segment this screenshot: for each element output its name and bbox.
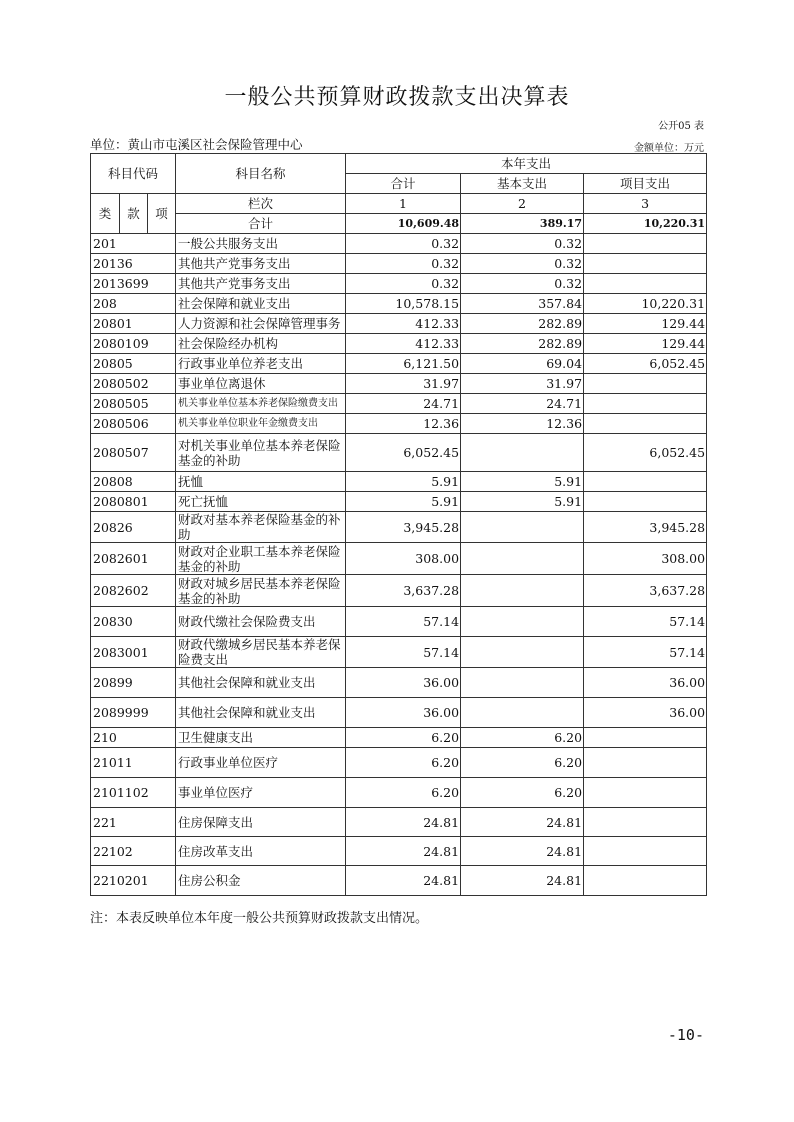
table-row [91,234,707,254]
header-kuan: 款 [120,194,148,234]
row-total: 3,945.28 [346,512,461,543]
sum-label: 合计 [176,214,346,234]
unit-label: 单位：黄山市屯溪区社会保险管理中心 [90,137,303,152]
table-row [91,254,707,274]
row-name: 其他社会保障和就业支出 [176,698,346,728]
row-total: 12.36 [346,414,461,434]
row-code: 2013699 [91,274,176,294]
row-code: 2080502 [91,374,176,394]
row-code: 2080801 [91,492,176,512]
row-code: 2082601 [91,543,176,575]
money-unit-label: 金额单位：万元 [634,143,704,154]
row-project: 3,945.28 [584,512,707,543]
row-basic: 0.32 [461,254,584,274]
expenditure-table [90,153,707,896]
row-basic: 12.36 [461,414,584,434]
row-name: 财政对城乡居民基本养老保险基金的补助 [176,575,346,607]
row-project [584,837,707,866]
row-name: 一般公共服务支出 [176,234,346,254]
header-col1: 1 [346,194,461,214]
row-basic: 6.20 [461,748,584,778]
row-basic [461,698,584,728]
row-basic: 24.81 [461,866,584,896]
row-project: 6,052.45 [584,434,707,472]
row-code: 20805 [91,354,176,374]
row-total: 10,578.15 [346,294,461,314]
row-name: 其他共产党事务支出 [176,254,346,274]
row-project [584,254,707,274]
row-code: 221 [91,808,176,837]
row-basic: 282.89 [461,334,584,354]
table-row [91,837,707,866]
row-total: 0.32 [346,254,461,274]
header-project: 项目支出 [584,174,707,194]
row-project [584,274,707,294]
row-code: 20136 [91,254,176,274]
row-basic [461,637,584,668]
row-basic: 5.91 [461,472,584,492]
row-project: 129.44 [584,334,707,354]
row-basic: 24.71 [461,394,584,414]
table-row [91,543,707,575]
sum-basic: 389.17 [461,214,584,234]
table-row [91,668,707,698]
row-project: 36.00 [584,668,707,698]
table-row [91,575,707,607]
row-name: 行政事业单位医疗 [176,748,346,778]
table-row [91,698,707,728]
table-row [91,294,707,314]
header-code: 科目代码 [91,154,176,194]
row-basic: 6.20 [461,778,584,808]
row-total: 6.20 [346,728,461,748]
row-basic: 0.32 [461,234,584,254]
row-total: 57.14 [346,607,461,637]
row-project [584,808,707,837]
table-row [91,778,707,808]
table-row [91,607,707,637]
row-basic: 24.81 [461,808,584,837]
header-col3: 3 [584,194,707,214]
row-basic [461,543,584,575]
row-basic [461,434,584,472]
row-name: 事业单位离退休 [176,374,346,394]
footnote: 注：本表反映单位本年度一般公共预算财政拨款支出情况。 [90,911,429,926]
row-basic [461,668,584,698]
row-basic: 6.20 [461,728,584,748]
table-row [91,414,707,434]
row-total: 3,637.28 [346,575,461,607]
row-basic: 282.89 [461,314,584,334]
header-lei: 类 [91,194,120,234]
row-name: 财政对基本养老保险基金的补助 [176,512,346,543]
row-project: 308.00 [584,543,707,575]
row-total: 6,052.45 [346,434,461,472]
row-name: 社会保险经办机构 [176,334,346,354]
table-row [91,866,707,896]
row-total: 6.20 [346,778,461,808]
row-name: 事业单位医疗 [176,778,346,808]
sum-total: 10,609.48 [346,214,461,234]
row-project [584,778,707,808]
row-name: 抚恤 [176,472,346,492]
table-row [91,637,707,668]
row-basic: 5.91 [461,492,584,512]
row-total: 6,121.50 [346,354,461,374]
row-project: 3,637.28 [584,575,707,607]
row-code: 20801 [91,314,176,334]
header-current-year: 本年支出 [346,154,707,174]
sum-project: 10,220.31 [584,214,707,234]
row-code: 201 [91,234,176,254]
header-name: 科目名称 [176,154,346,194]
header-col2: 2 [461,194,584,214]
row-name: 死亡抚恤 [176,492,346,512]
page-number: -10- [667,1026,704,1044]
row-total: 24.81 [346,866,461,896]
row-name: 对机关事业单位基本养老保险基金的补助 [176,434,346,472]
table-row [91,334,707,354]
row-code: 21011 [91,748,176,778]
row-code: 208 [91,294,176,314]
row-basic [461,512,584,543]
row-name: 财政代缴城乡居民基本养老保险费支出 [176,637,346,668]
row-basic [461,575,584,607]
row-name: 人力资源和社会保障管理事务 [176,314,346,334]
row-code: 2080505 [91,394,176,414]
row-project [584,472,707,492]
row-code: 20808 [91,472,176,492]
row-project [584,374,707,394]
row-code: 2080109 [91,334,176,354]
row-name: 社会保障和就业支出 [176,294,346,314]
row-name: 住房保障支出 [176,808,346,837]
table-row [91,512,707,543]
table-row [91,434,707,472]
row-code: 2089999 [91,698,176,728]
row-code: 210 [91,728,176,748]
row-total: 0.32 [346,274,461,294]
row-name: 住房公积金 [176,866,346,896]
row-code: 22102 [91,837,176,866]
row-project: 129.44 [584,314,707,334]
row-code: 2210201 [91,866,176,896]
row-total: 24.81 [346,837,461,866]
row-project: 10,220.31 [584,294,707,314]
header-xiang: 项 [148,194,176,234]
header-column-no: 栏次 [176,194,346,214]
row-total: 24.81 [346,808,461,837]
row-basic: 69.04 [461,354,584,374]
row-project [584,748,707,778]
row-basic: 357.84 [461,294,584,314]
page-title: 一般公共预算财政拨款支出决算表 [224,85,570,110]
row-total: 412.33 [346,334,461,354]
row-total: 36.00 [346,668,461,698]
table-row [91,472,707,492]
row-project [584,728,707,748]
table-row [91,394,707,414]
table-row [91,728,707,748]
row-project: 57.14 [584,637,707,668]
row-code: 2083001 [91,637,176,668]
row-total: 31.97 [346,374,461,394]
row-total: 308.00 [346,543,461,575]
row-project: 36.00 [584,698,707,728]
row-total: 0.32 [346,234,461,254]
row-project: 57.14 [584,607,707,637]
row-code: 2101102 [91,778,176,808]
row-basic: 0.32 [461,274,584,294]
row-code: 2080506 [91,414,176,434]
row-total: 24.71 [346,394,461,414]
row-total: 57.14 [346,637,461,668]
row-name: 住房改革支出 [176,837,346,866]
row-name: 其他共产党事务支出 [176,274,346,294]
row-basic: 31.97 [461,374,584,394]
row-project [584,866,707,896]
row-project [584,394,707,414]
table-row [91,274,707,294]
row-project [584,414,707,434]
row-name: 卫生健康支出 [176,728,346,748]
row-basic: 24.81 [461,837,584,866]
row-name: 机关事业单位基本养老保险缴费支出 [176,394,346,414]
row-name: 行政事业单位养老支出 [176,354,346,374]
row-project: 6,052.45 [584,354,707,374]
row-basic [461,607,584,637]
row-code: 20899 [91,668,176,698]
row-code: 2082602 [91,575,176,607]
table-row [91,808,707,837]
row-total: 6.20 [346,748,461,778]
table-row [91,374,707,394]
row-name: 财政对企业职工基本养老保险基金的补助 [176,543,346,575]
table-row [91,354,707,374]
row-project [584,492,707,512]
row-code: 20826 [91,512,176,543]
table-row [91,492,707,512]
table-row [91,314,707,334]
header-basic: 基本支出 [461,174,584,194]
row-total: 412.33 [346,314,461,334]
row-name: 机关事业单位职业年金缴费支出 [176,414,346,434]
row-total: 5.91 [346,492,461,512]
header-total: 合计 [346,174,461,194]
row-name: 财政代缴社会保险费支出 [176,607,346,637]
row-total: 5.91 [346,472,461,492]
table-row [91,748,707,778]
row-name: 其他社会保障和就业支出 [176,668,346,698]
row-project [584,234,707,254]
form-number: 公开05 表 [658,121,704,132]
row-code: 20830 [91,607,176,637]
row-code: 2080507 [91,434,176,472]
row-total: 36.00 [346,698,461,728]
